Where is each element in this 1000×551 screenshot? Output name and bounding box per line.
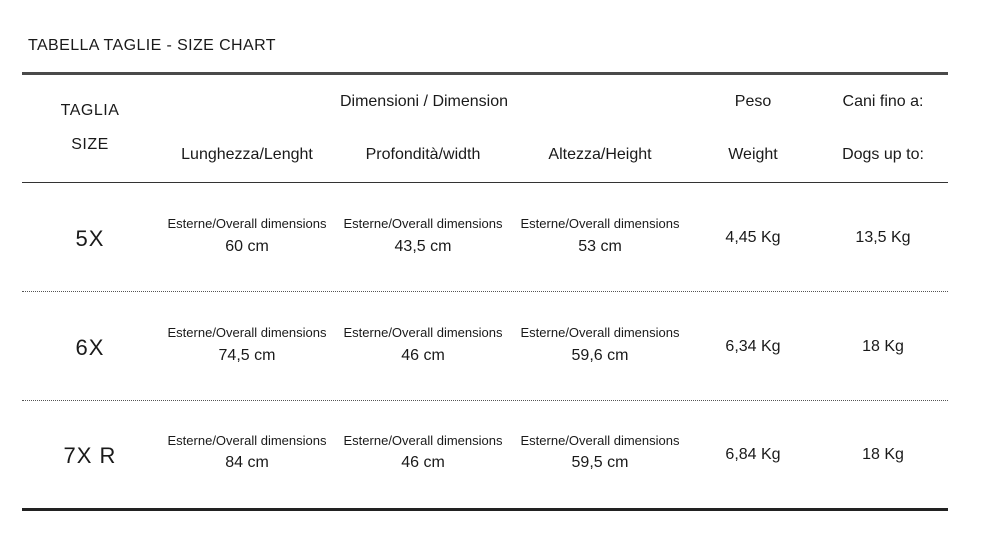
header-size-en: SIZE <box>71 136 109 153</box>
bottom-rule <box>22 508 948 511</box>
row-divider <box>22 400 948 401</box>
weight-value: 4,45 Kg <box>725 229 781 246</box>
length-label: Esterne/Overall dimensions <box>167 216 327 231</box>
height-label: Esterne/Overall dimensions <box>520 433 680 448</box>
header-length: Lunghezza/Lenght <box>181 146 313 163</box>
height-value: 59,5 cm <box>571 454 629 471</box>
length-value: 60 cm <box>225 238 269 255</box>
chart-title: TABELLA TAGLIE - SIZE CHART <box>28 37 276 54</box>
height-value: 53 cm <box>578 238 622 255</box>
header-weight-it: Peso <box>734 93 772 110</box>
height-label: Esterne/Overall dimensions <box>520 325 680 340</box>
length-value: 74,5 cm <box>218 347 276 364</box>
dogs-value: 18 Kg <box>862 338 904 355</box>
header-height: Altezza/Height <box>548 146 652 163</box>
depth-value: 46 cm <box>401 454 445 471</box>
header-rule <box>22 182 948 183</box>
height-label: Esterne/Overall dimensions <box>520 216 680 231</box>
header-weight-en: Weight <box>728 146 778 163</box>
dogs-value: 13,5 Kg <box>855 229 911 246</box>
header-dimensions: Dimensioni / Dimension <box>339 93 509 110</box>
height-value: 59,6 cm <box>571 347 629 364</box>
header-dogs-it: Cani fino a: <box>842 93 924 110</box>
length-value: 84 cm <box>225 454 269 471</box>
length-label: Esterne/Overall dimensions <box>167 433 327 448</box>
length-label: Esterne/Overall dimensions <box>167 325 327 340</box>
depth-label: Esterne/Overall dimensions <box>343 433 503 448</box>
size-value: 6X <box>75 335 105 360</box>
weight-value: 6,84 Kg <box>725 446 781 463</box>
row-divider <box>22 291 948 292</box>
header-size-it: TAGLIA <box>60 102 120 119</box>
header-depth: Profondità/width <box>365 146 481 163</box>
header-dogs-en: Dogs up to: <box>842 146 924 163</box>
weight-value: 6,34 Kg <box>725 338 781 355</box>
top-rule <box>22 72 948 75</box>
depth-label: Esterne/Overall dimensions <box>343 216 503 231</box>
depth-label: Esterne/Overall dimensions <box>343 325 503 340</box>
depth-value: 43,5 cm <box>394 238 452 255</box>
dogs-value: 18 Kg <box>862 446 904 463</box>
size-value: 5X <box>75 226 105 251</box>
size-value: 7X R <box>63 443 117 468</box>
depth-value: 46 cm <box>401 347 445 364</box>
